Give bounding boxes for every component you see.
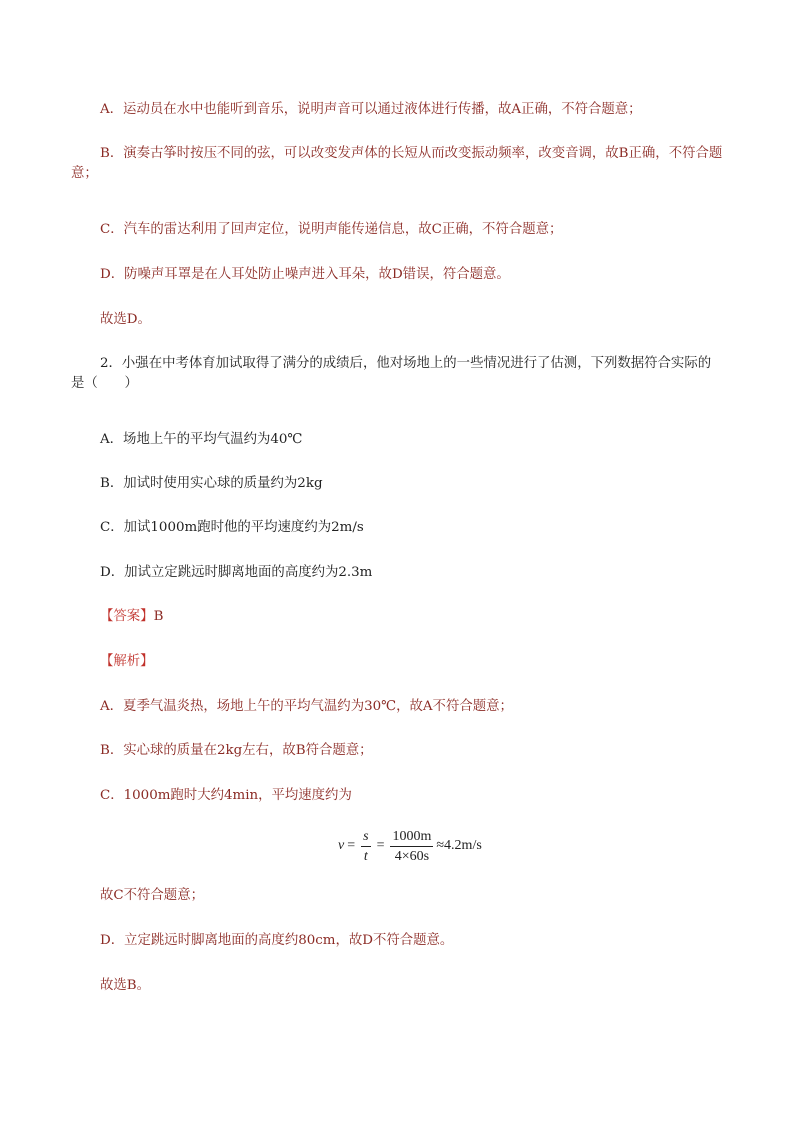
formula-fraction-st — [361, 828, 370, 865]
answer-value: B — [153, 609, 164, 624]
analysis-a: A．夏季气温炎热，场地上午的平均气温约为30℃，故A不符合题意； — [100, 699, 513, 714]
formula-equals-1: = — [347, 838, 356, 853]
analysis-c: C．1000m跑时大约4min，平均速度约为 — [100, 788, 352, 803]
question2-option-b: B．加试时使用实心球的质量约为2kg — [100, 476, 323, 491]
part1-option-c: C．汽车的雷达利用了回声定位，说明声能传递信息，故C正确，不符合题意； — [100, 222, 563, 237]
answer-line — [100, 607, 163, 627]
formula-denominator: 4×60s — [394, 848, 430, 864]
part1-option-a: A．运动员在水中也能听到音乐，说明声音可以通过液体进行传播，故A正确，不符合题意； — [100, 102, 642, 117]
speed-formula — [338, 825, 482, 867]
analysis-d: D．立定跳远时脚离地面的高度约80cm，故D不符合题意。 — [100, 933, 454, 948]
analysis-c-end: 故C不符合题意； — [100, 888, 204, 903]
question2-option-d: D．加试立定跳远时脚离地面的高度约为2.3m — [100, 565, 373, 580]
question2-conclusion: 故选B。 — [100, 978, 151, 993]
answer-label: 【答案】 — [100, 609, 154, 624]
formula-s: s — [361, 828, 370, 847]
formula-t: t — [363, 848, 368, 864]
formula-equals-2: = — [376, 838, 385, 853]
formula-numerator: 1000m — [390, 828, 433, 847]
question2-stem: 2．小强在中考体育加试取得了满分的成绩后，他对场地上的一些情况进行了估测，下列数据符合实际的是（ ） — [71, 356, 712, 391]
question2-option-c: C．加试1000m跑时他的平均速度约为2m/s — [100, 520, 364, 535]
analysis-label: 【解析】 — [100, 654, 154, 669]
part1-conclusion: 故选D。 — [100, 312, 151, 327]
question2-option-a: A．场地上午的平均气温约为40℃ — [100, 432, 303, 447]
formula-fraction-values — [390, 828, 433, 865]
analysis-b: B．实心球的质量在2kg左右，故B符合题意； — [100, 743, 373, 758]
formula-v: v — [338, 838, 345, 853]
formula-result: ≈4.2m/s — [436, 838, 482, 853]
part1-option-d: D．防噪声耳罩是在人耳处防止噪声进入耳朵，故D错误，符合题意。 — [100, 267, 510, 282]
part1-option-b: B．演奏古筝时按压不同的弦，可以改变发声体的长短从而改变振动频率，改变音调，故B正确，不符合题意； — [71, 146, 723, 181]
